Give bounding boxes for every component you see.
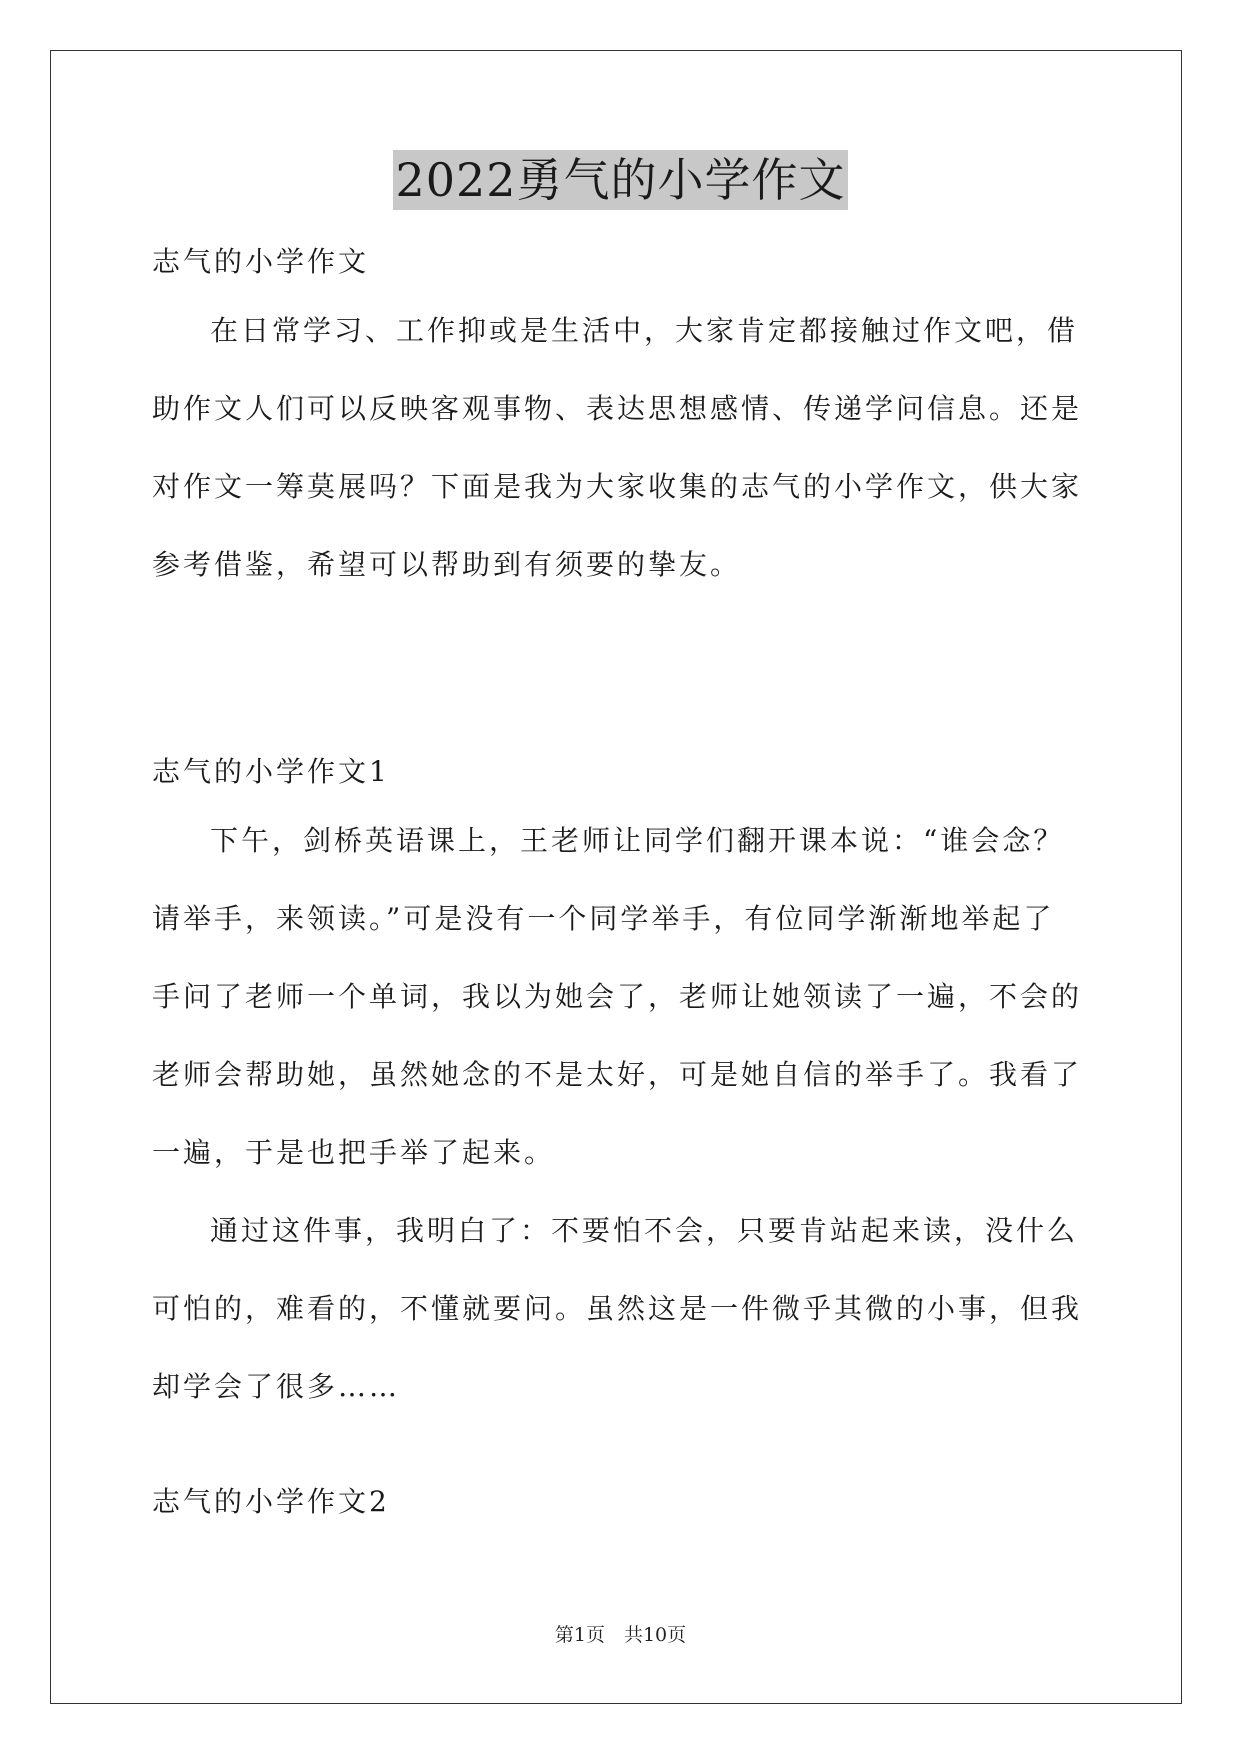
page-footer: 第1页 共10页	[554, 1624, 687, 1646]
paragraph-line: 老师会帮助她，虽然她念的不是太好，可是她自信的举手了。我看了	[152, 1058, 1083, 1091]
paragraph-line: 请举手，来领读。”可是没有一个同学举手，有位同学渐渐地举起了	[152, 902, 1055, 935]
section2-heading: 志气的小学作文2	[152, 1485, 390, 1518]
paragraph-line: 助作文人们可以反映客观事物、表达思想感情、传递学问信息。还是	[152, 392, 1083, 425]
intro-heading: 志气的小学作文	[152, 245, 370, 278]
paragraph-line: 下午，剑桥英语课上，王老师让同学们翻开课本说：“谁会念？	[210, 824, 1065, 857]
document-title: 2022勇气的小学作文	[393, 150, 847, 210]
paragraph-line: 可怕的，难看的，不懂就要问。虽然这是一件微乎其微的小事，但我	[152, 1292, 1083, 1325]
paragraph-line: 却学会了很多……	[152, 1370, 401, 1403]
section1-heading: 志气的小学作文1	[152, 755, 390, 788]
title-container	[0, 150, 1241, 210]
section1-paragraph-2	[152, 1192, 1092, 1426]
paragraph-line: 对作文一筹莫展吗？下面是我为大家收集的志气的小学作文，供大家	[152, 470, 1083, 503]
paragraph-line: 通过这件事，我明白了：不要怕不会，只要肯站起来读，没什么	[210, 1214, 1079, 1247]
section1-paragraph-1	[152, 802, 1092, 1192]
paragraph-line: 手问了老师一个单词，我以为她会了，老师让她领读了一遍，不会的	[152, 980, 1083, 1013]
paragraph-line: 一遍，于是也把手举了起来。	[152, 1136, 556, 1169]
intro-paragraph	[152, 292, 1092, 604]
paragraph-line: 参考借鉴，希望可以帮助到有须要的挚友。	[152, 548, 742, 581]
paragraph-line: 在日常学习、工作抑或是生活中，大家肯定都接触过作文吧，借	[210, 314, 1079, 347]
